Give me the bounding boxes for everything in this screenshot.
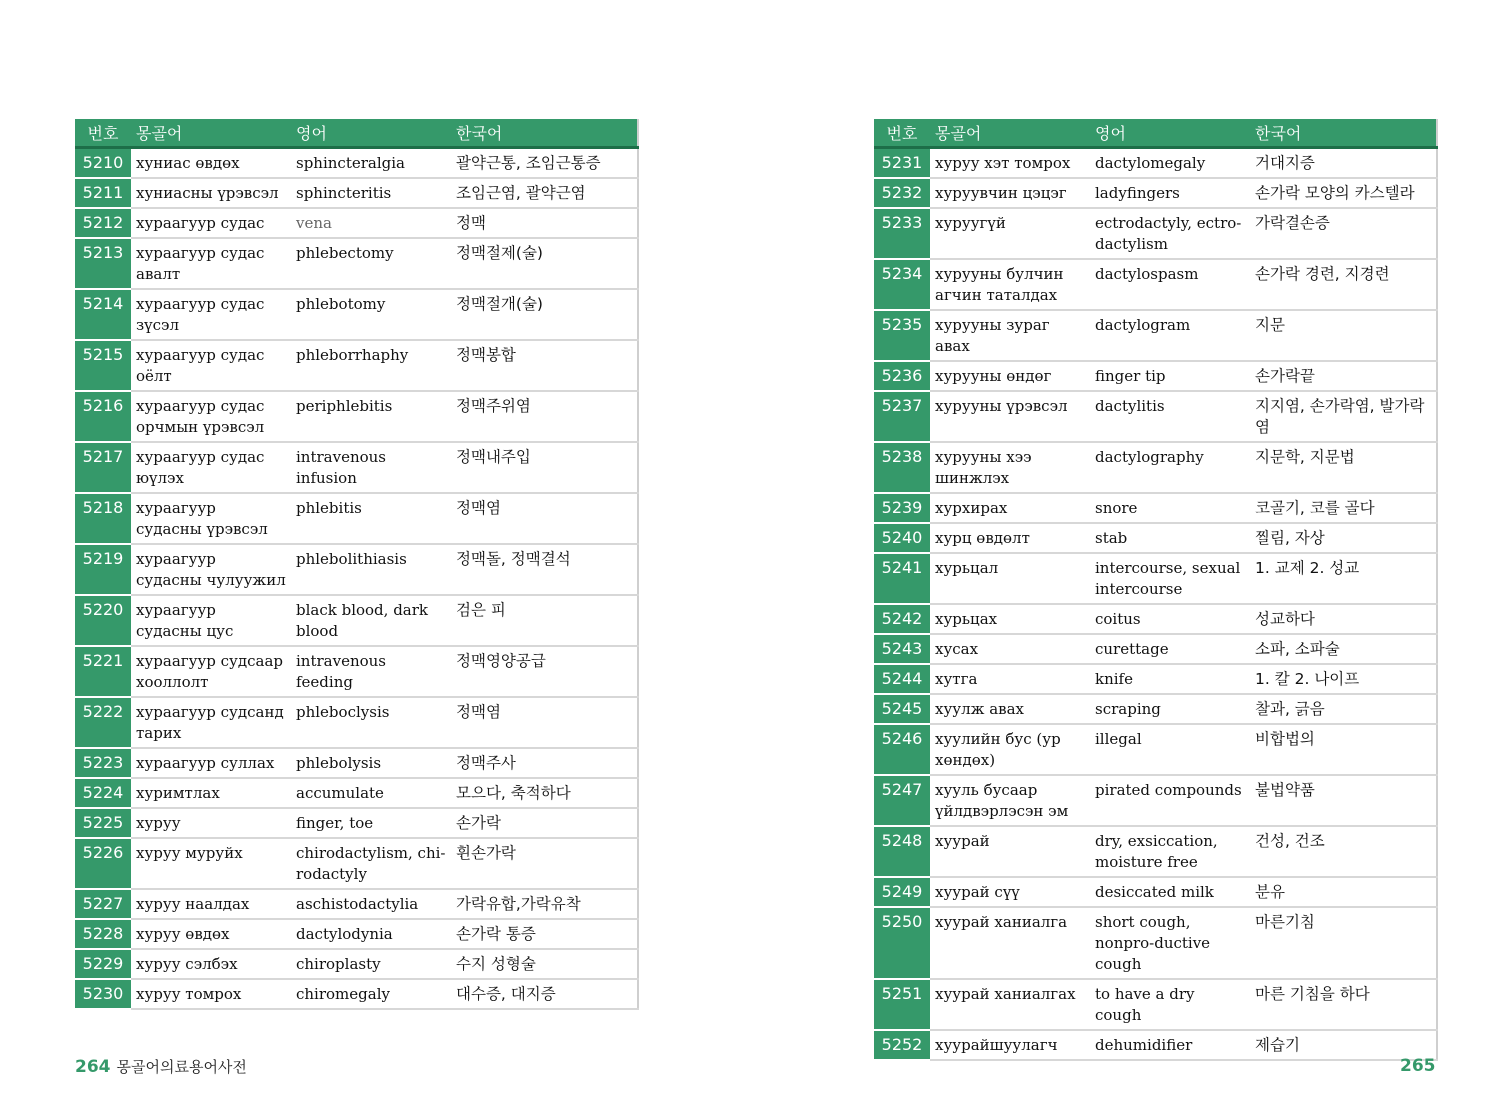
entry-number: 5214 — [75, 289, 131, 340]
table-header-row — [75, 119, 638, 148]
korean-term: 찰과, 긁음 — [1250, 694, 1437, 724]
mongolian-term: хураагуур судсанд тарих — [131, 697, 291, 748]
mongolian-term: хуруу хэт томрох — [930, 148, 1090, 179]
korean-term: 정맥내주입 — [451, 442, 638, 493]
table-row — [75, 148, 638, 179]
entry-number: 5241 — [874, 553, 930, 604]
header-english: 영어 — [1090, 119, 1250, 148]
entry-number: 5252 — [874, 1030, 930, 1060]
mongolian-term: хурьцал — [930, 553, 1090, 604]
header-num: 번호 — [75, 119, 131, 148]
korean-term: 정맥절개(술) — [451, 289, 638, 340]
korean-term: 정맥주위염 — [451, 391, 638, 442]
table-row — [75, 442, 638, 493]
korean-term: 찔림, 자상 — [1250, 523, 1437, 553]
english-term: sphincteritis — [291, 178, 451, 208]
english-term: phlebolysis — [291, 748, 451, 778]
mongolian-term: хурц өвдөлт — [930, 523, 1090, 553]
table-row — [75, 289, 638, 340]
korean-term: 손가락 모양의 카스텔라 — [1250, 178, 1437, 208]
table-row — [874, 775, 1437, 826]
entry-number: 5213 — [75, 238, 131, 289]
mongolian-term: хурууны зураг авах — [930, 310, 1090, 361]
korean-term: 비합법의 — [1250, 724, 1437, 775]
entry-number: 5215 — [75, 340, 131, 391]
mongolian-term: хуурайшуулагч — [930, 1030, 1090, 1060]
mongolian-term: хурууны өндөг — [930, 361, 1090, 391]
korean-term: 괄약근통, 조임근통증 — [451, 148, 638, 179]
mongolian-term: хусах — [930, 634, 1090, 664]
english-term: chiroplasty — [291, 949, 451, 979]
mongolian-term: хуримтлах — [131, 778, 291, 808]
header-mongolian: 몽골어 — [131, 119, 291, 148]
korean-term: 대수증, 대지증 — [451, 979, 638, 1009]
english-term: ectrodactyly, ectro-dactylism — [1090, 208, 1250, 259]
korean-term: 분유 — [1250, 877, 1437, 907]
korean-term: 지문학, 지문법 — [1250, 442, 1437, 493]
table-row — [874, 979, 1437, 1030]
mongolian-term: хуурай сүү — [930, 877, 1090, 907]
entry-number: 5220 — [75, 595, 131, 646]
entry-number: 5246 — [874, 724, 930, 775]
mongolian-term: хуруу өвдөх — [131, 919, 291, 949]
mongolian-term: хураагуур судас оёлт — [131, 340, 291, 391]
mongolian-term: хутга — [930, 664, 1090, 694]
english-term: desiccated milk — [1090, 877, 1250, 907]
table-row — [75, 979, 638, 1009]
table-row — [874, 391, 1437, 442]
table-row — [874, 1030, 1437, 1060]
entry-number: 5232 — [874, 178, 930, 208]
table-row — [874, 877, 1437, 907]
english-term: snore — [1090, 493, 1250, 523]
mongolian-term: хуруу томрох — [131, 979, 291, 1009]
book-title: 몽골어의료용어사전 — [116, 1058, 247, 1076]
english-term: dactylodynia — [291, 919, 451, 949]
mongolian-term: хуурай — [930, 826, 1090, 877]
mongolian-term: хуулж авах — [930, 694, 1090, 724]
entry-number: 5233 — [874, 208, 930, 259]
table-row — [874, 604, 1437, 634]
entry-number: 5223 — [75, 748, 131, 778]
english-term: accumulate — [291, 778, 451, 808]
english-term: intercourse, sexual intercourse — [1090, 553, 1250, 604]
korean-term: 건성, 건조 — [1250, 826, 1437, 877]
table-row — [874, 553, 1437, 604]
mongolian-term: хуруу муруйх — [131, 838, 291, 889]
korean-term: 손가락 통증 — [451, 919, 638, 949]
table-row — [75, 178, 638, 208]
table-row — [75, 391, 638, 442]
table-row — [75, 208, 638, 238]
mongolian-term: хууль бусаар үйлдвэрлэсэн эм — [930, 775, 1090, 826]
mongolian-term: хуруу — [131, 808, 291, 838]
korean-term: 거대지증 — [1250, 148, 1437, 179]
table-row — [874, 523, 1437, 553]
table-row — [75, 646, 638, 697]
korean-term: 제습기 — [1250, 1030, 1437, 1060]
mongolian-term: хуниасны үрэвсэл — [131, 178, 291, 208]
korean-term: 성교하다 — [1250, 604, 1437, 634]
table-row — [874, 259, 1437, 310]
table-row — [874, 208, 1437, 259]
korean-term: 정맥주사 — [451, 748, 638, 778]
entry-number: 5234 — [874, 259, 930, 310]
korean-term: 조임근염, 괄약근염 — [451, 178, 638, 208]
mongolian-term: хураагуур судасны чулуужил — [131, 544, 291, 595]
korean-term: 정맥절제(술) — [451, 238, 638, 289]
entry-number: 5249 — [874, 877, 930, 907]
korean-term: 1. 교제 2. 성교 — [1250, 553, 1437, 604]
korean-term: 마른기침 — [1250, 907, 1437, 979]
english-term: illegal — [1090, 724, 1250, 775]
korean-term: 불법약품 — [1250, 775, 1437, 826]
korean-term: 손가락 경련, 지경련 — [1250, 259, 1437, 310]
english-term: phleborrhaphy — [291, 340, 451, 391]
entry-number: 5247 — [874, 775, 930, 826]
korean-term: 손가락끝 — [1250, 361, 1437, 391]
english-term: stab — [1090, 523, 1250, 553]
english-term: phlebotomy — [291, 289, 451, 340]
english-term: coitus — [1090, 604, 1250, 634]
right-table-body — [874, 148, 1437, 1061]
english-term: dactylomegaly — [1090, 148, 1250, 179]
english-term: dactylogram — [1090, 310, 1250, 361]
korean-term: 수지 성형술 — [451, 949, 638, 979]
entry-number: 5245 — [874, 694, 930, 724]
entry-number: 5224 — [75, 778, 131, 808]
korean-term: 마른 기침을 하다 — [1250, 979, 1437, 1030]
header-korean: 한국어 — [451, 119, 638, 148]
english-term: ladyfingers — [1090, 178, 1250, 208]
entry-number: 5216 — [75, 391, 131, 442]
entry-number: 5222 — [75, 697, 131, 748]
korean-term: 정맥돌, 정맥결석 — [451, 544, 638, 595]
mongolian-term: хурууны үрэвсэл — [930, 391, 1090, 442]
korean-term: 검은 피 — [451, 595, 638, 646]
table-row — [75, 697, 638, 748]
table-row — [874, 148, 1437, 179]
korean-term: 지문 — [1250, 310, 1437, 361]
mongolian-term: хураагуур судас авалт — [131, 238, 291, 289]
mongolian-term: хуниас өвдөх — [131, 148, 291, 179]
mongolian-term: хуулийн бус (ур хөндөх) — [930, 724, 1090, 775]
table-row — [874, 724, 1437, 775]
entry-number: 5225 — [75, 808, 131, 838]
table-row — [75, 919, 638, 949]
english-term: dehumidifier — [1090, 1030, 1250, 1060]
entry-number: 5236 — [874, 361, 930, 391]
entry-number: 5229 — [75, 949, 131, 979]
entry-number: 5243 — [874, 634, 930, 664]
table-row — [874, 361, 1437, 391]
page-number: 265 — [1400, 1056, 1436, 1076]
left-footer — [75, 1056, 247, 1077]
header-korean: 한국어 — [1250, 119, 1437, 148]
english-term: sphincteralgia — [291, 148, 451, 179]
mongolian-term: хурхирах — [930, 493, 1090, 523]
entry-number: 5227 — [75, 889, 131, 919]
english-term: phlebectomy — [291, 238, 451, 289]
entry-number: 5221 — [75, 646, 131, 697]
english-term: aschistodactylia — [291, 889, 451, 919]
entry-number: 5226 — [75, 838, 131, 889]
english-term: periphlebitis — [291, 391, 451, 442]
entry-number: 5239 — [874, 493, 930, 523]
korean-term: 모으다, 축적하다 — [451, 778, 638, 808]
korean-term: 휜손가락 — [451, 838, 638, 889]
mongolian-term: хуруу наалдах — [131, 889, 291, 919]
korean-term: 정맥영양공급 — [451, 646, 638, 697]
table-row — [75, 340, 638, 391]
entry-number: 5228 — [75, 919, 131, 949]
entry-number: 5218 — [75, 493, 131, 544]
entry-number: 5240 — [874, 523, 930, 553]
mongolian-term: хурьцах — [930, 604, 1090, 634]
table-row — [75, 595, 638, 646]
english-term: dactylitis — [1090, 391, 1250, 442]
right-page-table — [874, 119, 1438, 1061]
korean-term: 가락결손증 — [1250, 208, 1437, 259]
mongolian-term: хураагуур судас зүсэл — [131, 289, 291, 340]
mongolian-term: хурууны булчин агчин таталдах — [930, 259, 1090, 310]
english-term: intravenous feeding — [291, 646, 451, 697]
entry-number: 5242 — [874, 604, 930, 634]
header-num: 번호 — [874, 119, 930, 148]
korean-term: 정맥봉합 — [451, 340, 638, 391]
english-term: chiromegaly — [291, 979, 451, 1009]
mongolian-term: хуурай ханиалгах — [930, 979, 1090, 1030]
entry-number: 5250 — [874, 907, 930, 979]
table-row — [75, 949, 638, 979]
table-row — [75, 889, 638, 919]
entry-number: 5217 — [75, 442, 131, 493]
header-mongolian: 몽골어 — [930, 119, 1090, 148]
table-row — [75, 238, 638, 289]
table-row — [874, 634, 1437, 664]
table-row — [874, 664, 1437, 694]
korean-term: 손가락 — [451, 808, 638, 838]
english-term: chirodactylism, chi-rodactyly — [291, 838, 451, 889]
table-row — [874, 493, 1437, 523]
english-term: scraping — [1090, 694, 1250, 724]
entry-number: 5230 — [75, 979, 131, 1009]
mongolian-term: хуруу сэлбэх — [131, 949, 291, 979]
english-term: short cough, nonpro-ductive cough — [1090, 907, 1250, 979]
table-header-row — [874, 119, 1437, 148]
table-row — [874, 907, 1437, 979]
entry-number: 5244 — [874, 664, 930, 694]
mongolian-term: хуурай ханиалга — [930, 907, 1090, 979]
korean-term: 코골기, 코를 골다 — [1250, 493, 1437, 523]
entry-number: 5211 — [75, 178, 131, 208]
header-english: 영어 — [291, 119, 451, 148]
korean-term: 지지염, 손가락염, 발가락염 — [1250, 391, 1437, 442]
table-row — [874, 310, 1437, 361]
table-row — [75, 778, 638, 808]
english-term: phleboclysis — [291, 697, 451, 748]
mongolian-term: хураагуур судас — [131, 208, 291, 238]
english-term: dry, exsiccation, moisture free — [1090, 826, 1250, 877]
table-row — [874, 694, 1437, 724]
right-footer — [1400, 1056, 1442, 1076]
table-row — [75, 544, 638, 595]
table-row — [874, 442, 1437, 493]
mongolian-term: хураагуур судас орчмын үрэвсэл — [131, 391, 291, 442]
korean-term: 정맥염 — [451, 493, 638, 544]
mongolian-term: хуруугүй — [930, 208, 1090, 259]
mongolian-term: хураагуур судасны цус — [131, 595, 291, 646]
english-term: dactylography — [1090, 442, 1250, 493]
english-term: to have a dry cough — [1090, 979, 1250, 1030]
korean-term: 1. 칼 2. 나이프 — [1250, 664, 1437, 694]
english-term: finger tip — [1090, 361, 1250, 391]
korean-term: 정맥 — [451, 208, 638, 238]
left-page-table — [75, 119, 639, 1010]
korean-term: 정맥염 — [451, 697, 638, 748]
entry-number: 5237 — [874, 391, 930, 442]
english-term: pirated compounds — [1090, 775, 1250, 826]
english-term: intravenous infusion — [291, 442, 451, 493]
english-term: phlebolithiasis — [291, 544, 451, 595]
english-term: curettage — [1090, 634, 1250, 664]
table-row — [874, 826, 1437, 877]
entry-number: 5248 — [874, 826, 930, 877]
table-row — [75, 493, 638, 544]
mongolian-term: хураагуур судасны үрэвсэл — [131, 493, 291, 544]
english-term: knife — [1090, 664, 1250, 694]
page-number: 264 — [75, 1057, 111, 1077]
korean-term: 가락유합,가락유착 — [451, 889, 638, 919]
mongolian-term: хураагуур судас юүлэх — [131, 442, 291, 493]
entry-number: 5235 — [874, 310, 930, 361]
mongolian-term: хуруувчин цэцэг — [930, 178, 1090, 208]
table-row — [75, 808, 638, 838]
entry-number: 5219 — [75, 544, 131, 595]
english-term: dactylospasm — [1090, 259, 1250, 310]
english-term: finger, toe — [291, 808, 451, 838]
left-table-body — [75, 148, 638, 1010]
english-term: phlebitis — [291, 493, 451, 544]
english-term: vena — [291, 208, 451, 238]
entry-number: 5238 — [874, 442, 930, 493]
table-row — [874, 178, 1437, 208]
mongolian-term: хураагуур суллах — [131, 748, 291, 778]
english-term: black blood, dark blood — [291, 595, 451, 646]
mongolian-term: хураагуур судсаар хооллолт — [131, 646, 291, 697]
entry-number: 5210 — [75, 148, 131, 179]
table-row — [75, 748, 638, 778]
entry-number: 5212 — [75, 208, 131, 238]
entry-number: 5251 — [874, 979, 930, 1030]
table-row — [75, 838, 638, 889]
entry-number: 5231 — [874, 148, 930, 179]
mongolian-term: хурууны хээ шинжлэх — [930, 442, 1090, 493]
korean-term: 소파, 소파술 — [1250, 634, 1437, 664]
